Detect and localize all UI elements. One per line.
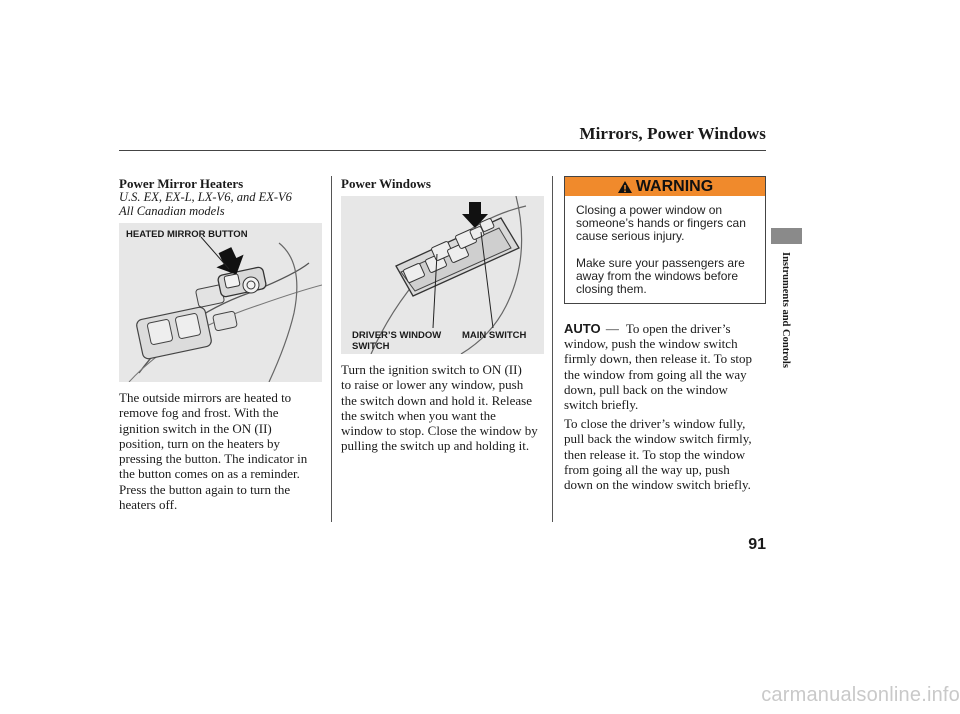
drivers-window-switch-callout: DRIVER’S WINDOW SWITCH xyxy=(352,330,442,352)
warning-triangle-icon xyxy=(617,180,633,194)
mirror-heater-illustration xyxy=(119,223,322,382)
auto-intro-line xyxy=(564,321,764,336)
auto-close-body: To close the driver’s window fully, pull back the window switch firmly, then release it. To stop the window from going all the way up, push down on the window switch briefly. xyxy=(564,416,752,493)
auto-dash: — xyxy=(605,321,619,336)
warning-box xyxy=(564,176,766,304)
section-heading-power-windows: Power Windows xyxy=(341,176,431,191)
main-switch-callout: MAIN SWITCH xyxy=(462,330,527,341)
warning-label: WARNING xyxy=(635,177,714,195)
auto-label: AUTO xyxy=(564,321,601,336)
auto-lead-text: To open the driver’s xyxy=(625,321,731,336)
page-number: 91 xyxy=(748,536,766,553)
warning-text-injury: Closing a power window on someone’s hands or fingers can cause serious injury. xyxy=(576,203,746,244)
warning-text-passengers: Make sure your passengers are away from the windows before closing them. xyxy=(576,256,745,297)
column-divider-right xyxy=(552,176,553,522)
heated-mirror-button-callout: HEATED MIRROR BUTTON xyxy=(126,229,248,240)
power-window-figure xyxy=(341,196,544,354)
section-side-label: Instruments and Controls xyxy=(780,252,791,368)
page-title: Mirrors, Power Windows xyxy=(579,124,766,143)
watermark: carmanualsonline.info xyxy=(761,684,960,706)
title-divider xyxy=(119,150,766,151)
models-line-us: U.S. EX, EX-L, LX-V6, and EX-V6 xyxy=(119,190,292,204)
column-divider-left xyxy=(331,176,332,522)
section-heading-mirror-heaters: Power Mirror Heaters xyxy=(119,176,244,191)
power-windows-body: Turn the ignition switch to ON (II) to raise or lower any window, push the switch down and hold it. Release the switch when you want the window to stop. Close the window by pulling the switch up and holding it. xyxy=(341,362,538,454)
warning-header xyxy=(565,177,765,196)
section-tab-marker xyxy=(771,228,802,244)
mirror-heater-figure xyxy=(119,223,322,382)
models-line-canada: All Canadian models xyxy=(119,204,225,218)
auto-open-body: window, push the window switch firmly down, then release it. To stop the window from going all the way down, pull back on the window switch briefly. xyxy=(564,336,753,413)
mirror-heaters-body: The outside mirrors are heated to remove fog and frost. With the ignition switch in the ON (II) position, turn on the heaters by pressing the button. The indicator in the button comes on as a reminder. Press the button again to turn the heaters off. xyxy=(119,390,308,513)
